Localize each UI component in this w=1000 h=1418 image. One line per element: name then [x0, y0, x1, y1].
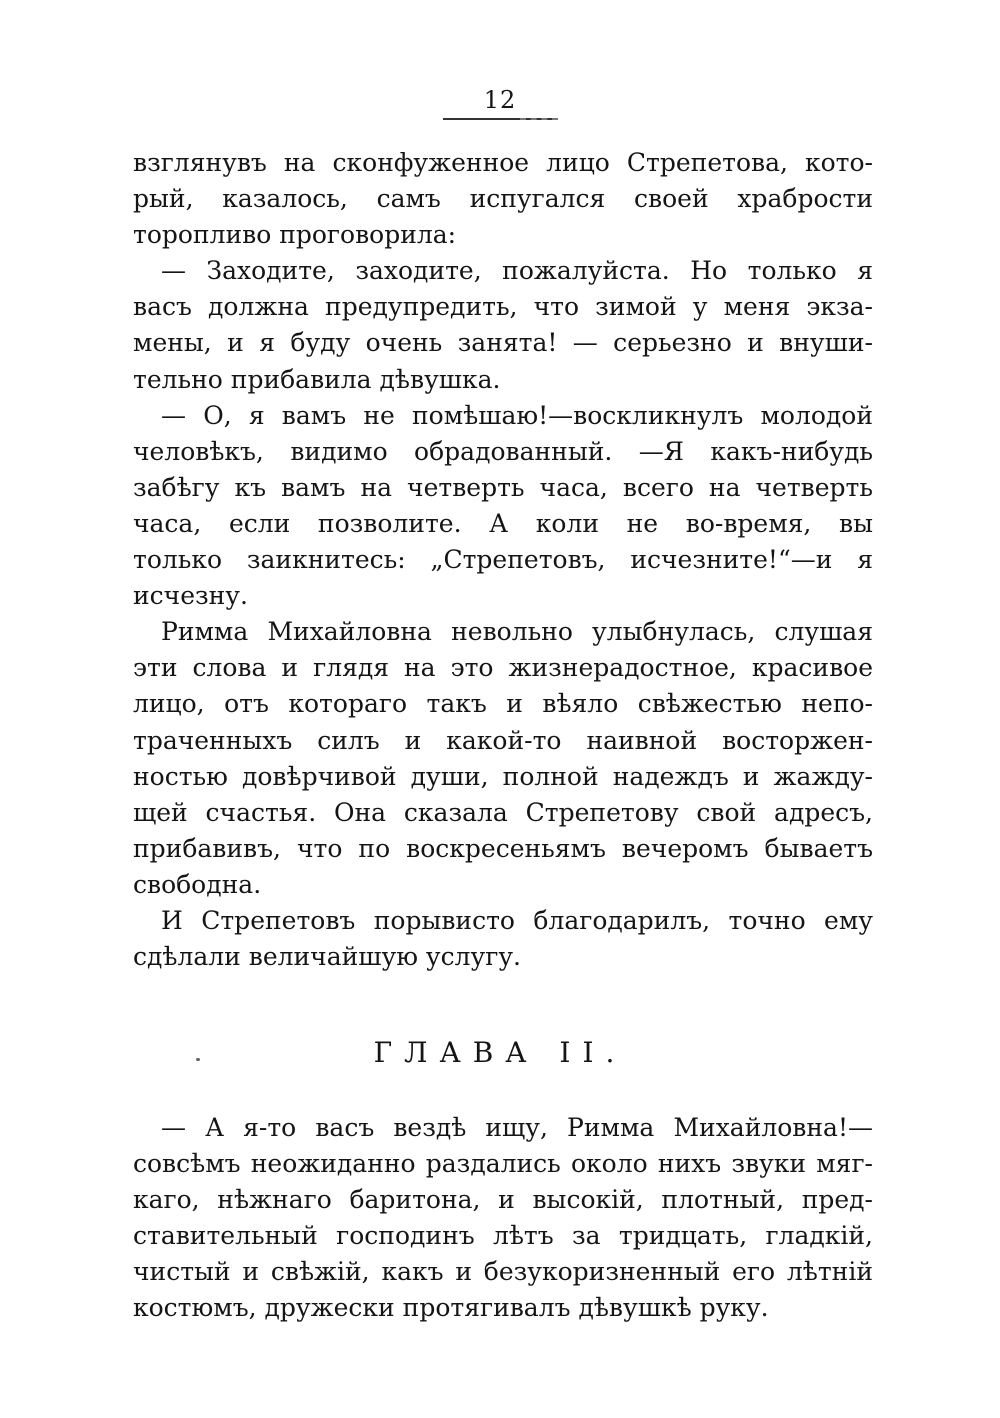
text-line: исчезну. [133, 581, 248, 611]
text-line: костюмъ, дружески протягивалъ дѣвушкѣ руку. [133, 1293, 769, 1323]
text-line: — О, я вамъ не помѣшаю!—воскликнулъ молодой [161, 400, 873, 430]
body-text-before-chapter [133, 145, 873, 975]
text-line: взглянувъ на сконфуженное лицо Стрепетова, кото- [133, 148, 873, 177]
text-line: рый, казалось, самъ испугался своей храбрости [133, 184, 873, 214]
text-line: совсѣмъ неожиданно раздались около нихъ звуки мяг- [133, 1149, 873, 1179]
text-line: свободна. [133, 869, 262, 899]
text-line: васъ должна предупредить, что зимой у меня экза- [133, 292, 873, 322]
text-line: только заикнитесь: „Стрепетовъ, исчезните!“—и я [133, 545, 873, 575]
body-text-after-chapter [133, 1110, 873, 1327]
text-line: эти слова и глядя на это жизнерадостное, красивое [133, 653, 873, 683]
text-line: — Заходите, заходите, пожалуйста. Но только я [161, 256, 873, 286]
text-line: каго, нѣжнаго баритона, и высокій, плотный, пред- [133, 1185, 873, 1215]
text-line: ностью довѣрчивой души, полной надеждъ и жажду- [133, 761, 873, 791]
text-line: человѣкъ, видимо обрадованный. —Я какъ-нибудь [133, 436, 873, 466]
text-line: тельно прибавила дѣвушка. [133, 364, 501, 394]
page-number: 12 [483, 86, 517, 114]
text-line: щей счастья. Она сказала Стрепетову свой адресъ, [133, 797, 873, 827]
chapter-heading: ГЛАВА II. [373, 1036, 627, 1069]
text-line: часа, если позволите. А коли не во-время, вы [133, 508, 873, 538]
text-line: ставительный господинъ лѣтъ за тридцать, гладкій, [133, 1221, 873, 1251]
text-line: чистый и свѣжій, какъ и безукоризненный его лѣтній [133, 1257, 873, 1287]
text-line: Римма Михайловна невольно улыбнулась, слушая [161, 617, 873, 647]
text-line: — А я-то васъ вездѣ ищу, Римма Михайловна!— [161, 1113, 873, 1142]
text-line: И Стрепетовъ порывисто благодарилъ, точно ему [161, 905, 873, 935]
text-line: сдѣлали величайшую услугу. [133, 942, 521, 972]
text-line: траченныхъ силъ и какой-то наивной восторжен- [133, 725, 873, 755]
text-line: прибавивъ, что по воскресеньямъ вечеромъ бываетъ [133, 833, 873, 863]
text-line: лицо, отъ котораго такъ и вѣяло свѣжестью непо- [133, 689, 873, 719]
text-line: забѣгу къ вамъ на четверть часа, всего на четверть [133, 472, 873, 502]
text-line: торопливо проговорила: [133, 220, 457, 250]
header-rule-tail [520, 118, 558, 120]
text-line: мены, и я буду очень занята! — серьезно и внуши- [133, 328, 873, 358]
